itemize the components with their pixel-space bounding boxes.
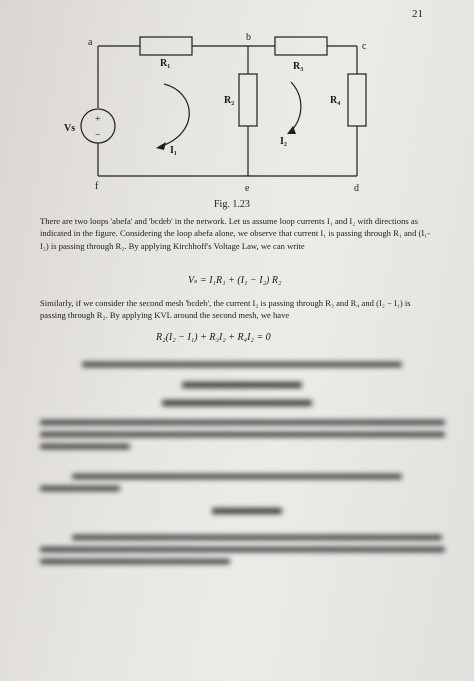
- resistor-r2: [239, 74, 257, 126]
- node-label-c: c: [362, 41, 367, 52]
- paragraph-second-mesh: Similarly, if we consider the second mesh 'bcdeb', the current I₂ is passing through R₃ and R₄ and (I₂ − I₁) is passing through R₂. By applying KVL around the second mesh, we have: [40, 298, 411, 321]
- source-plus: +: [95, 114, 101, 125]
- kvl-equation-mesh2: R₂(I₂ − I₁) + R₃I₂ + R₄I₂ = 0: [156, 332, 271, 343]
- node-label-d: d: [354, 183, 359, 194]
- kvl-equation-mesh1: Vₛ = I₁R₁ + (I₁ − I₂) R₂: [188, 275, 282, 286]
- node-label-e: e: [245, 183, 250, 194]
- loop-current-arrow-i2: [291, 82, 301, 130]
- paragraph-loops: There are two loops 'abefa' and 'bcdeb' in the network. Let us assume loop currents I₁ and I₂ with directions as indicated in the figure. Considering the loop abefa alone, we observe that current I₁ is passing through R₁ and (I₁-I₂) is passing through R₂. By applying Kirchhoff's Voltage Law, we can write: [40, 216, 431, 251]
- node-label-a: a: [88, 37, 93, 48]
- resistor-r4: [348, 74, 366, 126]
- node-label-f: f: [95, 181, 99, 192]
- blurred-text-region: [32, 350, 452, 610]
- resistor-r3: [275, 37, 327, 55]
- label-i2: I₂: [280, 136, 287, 147]
- figure-caption: Fig. 1.23: [214, 199, 250, 210]
- label-r3: R₃: [293, 61, 304, 72]
- label-vs: Vs: [64, 123, 76, 134]
- label-r2: R₂: [224, 95, 235, 106]
- source-minus: −: [95, 130, 101, 141]
- label-i1: I₁: [170, 145, 177, 156]
- page-number: 21: [412, 8, 423, 20]
- node-label-b: b: [246, 32, 251, 43]
- label-r1: R₁: [160, 58, 171, 69]
- resistor-r1: [140, 37, 192, 55]
- label-r4: R₄: [330, 95, 341, 106]
- loop-current-arrow-i1: [162, 84, 189, 146]
- arrowhead-i1: [156, 142, 166, 150]
